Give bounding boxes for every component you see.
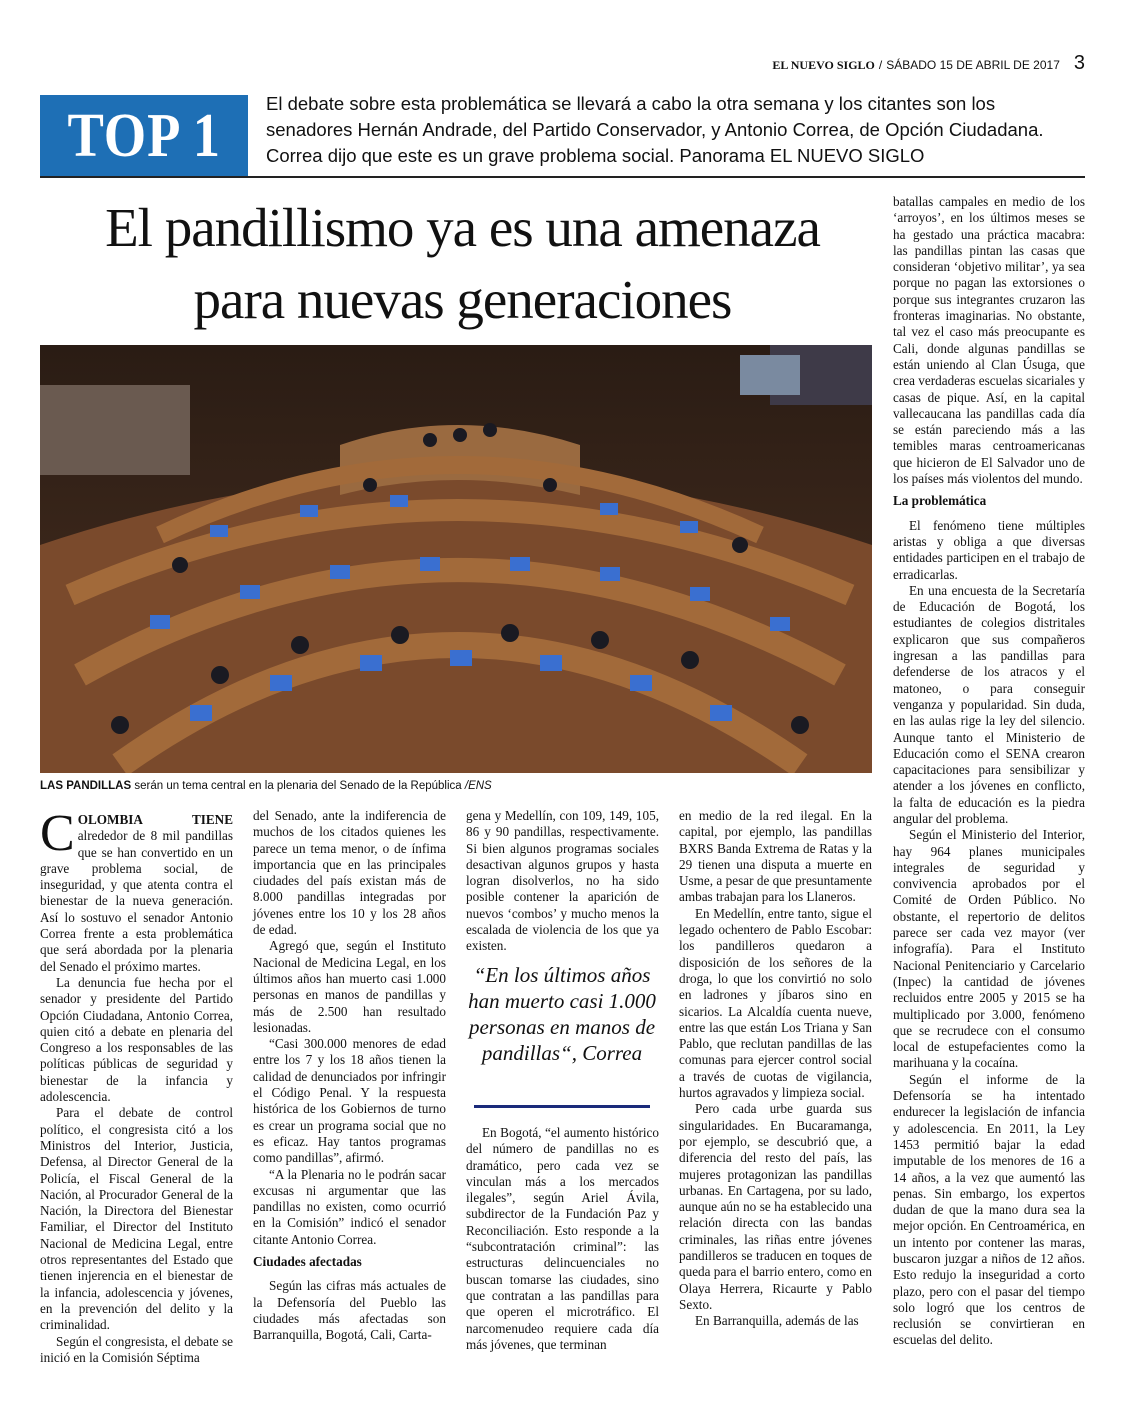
article-column-5 [893,194,1085,1349]
top-badge-label: TOP 1 [67,101,221,170]
intro-text [266,91,1086,169]
top-badge [40,95,248,177]
article-column-3-bottom [466,1125,659,1353]
paragraph: En Barranquilla, además de las [695,1313,859,1329]
headline [40,192,885,336]
paragraph: Para el debate de control político, el congresista citó a los Ministros del Interior, Justicia, Defensa, al Director General de la Policía, el Fiscal General de la Nación, al Procurador General de la Nación, la Directora del Bienestar Familiar, el Director del Instituto Nacional de Medicina Legal, entre otros representantes del Estado que tienen injerencia en el bienestar de la infancia, adolescencia y jóvenes, en la prevención del delito y la criminalidad. [40,1105,233,1333]
header-rule [40,176,1085,178]
paragraph: en medio de la red ilegal. En la capital, por ejemplo, las pandillas BXRS Banda Extrema de Ratas y la 29 tienen una disputa a muerte en Usme, a pesar de que presuntamente ambas trabajan para los Llaneros. [679,808,872,905]
issue-date: SÁBADO 15 DE ABRIL DE 2017 [886,58,1060,72]
paragraph: Según el Ministerio del Interior, hay 964 planes municipales integrales de seguridad y convivencia aprobados por el Comité de Orden Público. No obstante, el repertorio de delitos parece ser cada vez mayor (ver infografía). Para el Instituto Nacional Penitenciario y Carcelario (Inpec) la cantidad de jóvenes recluidos entre 2005 y 2015 se ha multiplicado por 3.000, fenómeno que se recrudece con el consumo local de estupefacientes como la marihuana y la cocaína. [893,827,1085,1071]
masthead-separator: / [878,58,883,72]
paragraph: batallas campales en medio de los ‘arroyos’, en los últimos meses se ha gestado una práctica macabra: las pandillas pintan las casas que consideran ‘objetivo militar’, ya sea porque no pagan las extorsiones o porque sus integrantes cruzaron las fronteras imaginarias. No obstante, tal vez el caso más preocupante es Cali, donde algunas pandillas se están uniendo al Clan Úsuga, que crea verdaderas escuelas sicariales y casas de pique. Así, en la capital vallecaucana las pandillas cada día se están pareciendo más a las temibles maras centroamericanas que hicieron de El Salvador uno de los países más violentos del mundo. [893,194,1085,487]
subheading-ciudades: Ciudades afectadas [253,1254,362,1270]
paragraph: Agregó que, según el Instituto Nacional de Medicina Legal, en los últimos años han muerto casi 1.000 personas en manos de pandillas y más de 2.500 han resultado lesionadas. [253,938,446,1035]
intro-line: El debate sobre esta problemática se llevará a cabo la otra semana y los citantes son los [266,93,996,114]
paragraph: “A la Plenaria no le podrán sacar excusas ni argumentar que las pandillas no existen, como ocurrió en la Comisión” indicó el senador citante Antonio Correa. [253,1166,446,1247]
paragraph: En Bogotá, “el aumento histórico del número de pandillas no es dramático, pero cada vez se vinculan más a los mercados ilegales”, según Ariel Ávila, subdirector de la Fundación Paz y Reconciliación. Esto responde a la “subcontratación criminal”: las estructuras delincuenciales no buscan tomarse las ciudades, sino que contratan a las pandillas para que operen el microtráfico. El narcomenudeo requiere cada día más jóvenes, que terminan [466,1125,659,1352]
publication-name: EL NUEVO SIGLO [772,58,875,72]
photo-caption [40,780,492,792]
article-column-1 [40,805,233,1366]
page-number: 3 [1073,52,1085,74]
subheading-problematica: La problemática [893,493,987,509]
paragraph: La denuncia fue hecha por el senador y presidente del Partido Opción Ciudadana, Antonio Correa, quien citó a debate en plenaria del Congreso a los responsables de las políticas públicas de seguridad y bienestar de la infancia y adolescencia. [40,974,233,1105]
intro-line: Correa dijo que este es un grave problema social. Panorama EL NUEVO SIGLO [266,145,925,166]
paragraph: gena y Medellín, con 109, 149, 105, 86 y 90 pandillas, respectivamente. Si bien algunos programas sociales desactivan algunos grupos y hasta logran disolverlos, no ha sido posible contener la aparición de nuevos ‘combos’ y mucho menos la escalada de violencia de los que ya existen. [466,808,659,954]
drop-cap: C [40,805,75,862]
article-column-2 [253,808,446,1344]
paragraph: En Medellín, entre tanto, sigue el legado ochentero de Pablo Escobar: los pandilleros quedaron a disposición de los señores de la droga, lo que los convirtió no solo en ladrones y jíbaros sino en sicarios. La Alcaldía cuenta nueve, entre las que están Los Triana y San Pablo, que reclutan pandillas de las comunas para ejercer control social a través de cuotas de vigilancia, hurtos agravados y limpieza social. [679,905,872,1101]
caption-lead: LAS PANDILLAS [40,780,132,792]
paragraph: del Senado, ante la indiferencia de muchos de los citados quienes les parece un tema menor, o de ínfima importancia que en las principales ciudades del país existan más de 8.000 pandillas integradas por jóvenes entre los 10 y los 28 años de edad. [253,808,446,938]
caption-text: serán un tema central en la plenaria del Senado de la República [131,780,465,792]
pull-quote: “En los últimos años han muerto casi 1.000 personas en manos de pandillas“, Correa [468,963,656,1065]
paragraph: En una encuesta de la Secretaría de Educación de Bogotá, los estudiantes de colegios distritales explicaron que sus compañeros ingresan a las pandillas para defenderse de los atracos y el matoneo, o para conseguir venganza y popularidad. Sin duda, en las aulas rige la ley del silencio. Aunque tanto el Ministerio de Educación como el SENA crearon capacitaciones para sensibilizar y atender a los jóvenes en conflicto, la falta de educación es la piedra angular del problema. [893,582,1085,826]
lead-paragraph [40,805,233,975]
paragraph: Pero cada urbe guarda sus singularidades. En Bucaramanga, por ejemplo, se descubrió que, a diferencia del resto del país, las mujeres protagonizan las pandillas urbanas. En Cartagena, por su lado, aunque aún no se ha establecido una relación directa con las bandas criminales, las riñas entre jóvenes pandilleros se traducen en toques de queda para el barrio entero, como en Olaya Herrera, Ricaurte y Pablo Sexto. [679,1101,872,1312]
lead-text: alrededor de 8 mil pandillas que se han convertido en un grave problema social, de inseguridad, y que atenta contra el bienestar de la nueva generación. Así lo sostuvo el senador Antonio Correa frente a esta problemática que será abordada por la plenaria del Senado el próximo martes. [40,828,233,974]
article-column-4 [679,808,872,1330]
paragraph: Según el congresista, el debate se inició en la Comisión Séptima [40,1333,233,1365]
pull-quote-rule [474,1105,650,1108]
paragraph: Según las cifras más actuales de la Defensoría del Pueblo las ciudades más afectadas son Barranquilla, Bogotá, Cali, Carta- [253,1278,446,1343]
photo-credit: /ENS [464,780,492,792]
masthead [772,52,1085,75]
paragraph: Según el informe de la Defensoría se ha intentado endurecer la legislación de infancia y adolescencia. En 2011, la Ley 1453 permitió bajar la edad imputable de los menores de 16 a 14 años, a la vez que aumentó las penas. Sin embargo, los expertos dudan de que la mano dura sea la mejor opción. En Centroamérica, en un intento por contener las maras, buscaron juzgar a niños de 12 años. Esto redujo la inseguridad a corto plazo, pero con el pasar del tiempo solo logró que los centros de reclusión se convirtieran en escuelas del delito. [893,1071,1085,1348]
headline-line-2: para nuevas generaciones [193,269,732,330]
paragraph: “Casi 300.000 menores de edad entre los 7 y los 18 años tienen la calidad de denunciados por infringir el Código Penal. Y la respuesta histórica de los Gobiernos de turno es crear un programa social que no es eficaz. Hay tantos programas como pandillas”, afirmó. [253,1036,446,1166]
intro-line: senadores Hernán Andrade, del Partido Conservador, y Antonio Correa, de Opción Ciudadana. [266,119,1044,140]
photo-illustration [40,345,872,773]
headline-line-1: El pandillismo ya es una amenaza [105,197,820,258]
paragraph: El fenómeno tiene múltiples aristas y obliga a que diversas entidades participen en el trabajo de erradicarlas. [893,517,1085,582]
senate-plenary-photo [40,345,872,773]
lead-bold: OLOMBIA TIENE [77,812,233,827]
article-column-3-top [466,808,659,955]
